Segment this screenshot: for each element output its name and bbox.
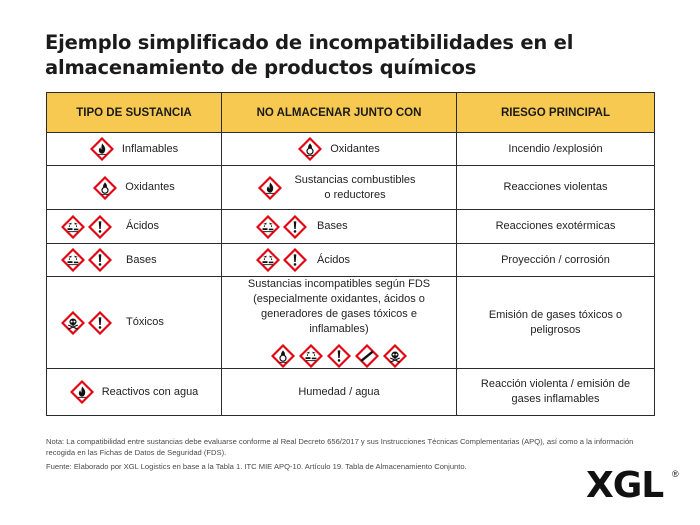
table-row bbox=[47, 244, 655, 277]
table-row bbox=[47, 133, 655, 166]
exclamation-pictogram-icon bbox=[88, 215, 112, 239]
risk-cell bbox=[457, 369, 655, 416]
source-note: Fuente: Elaborado por XGL Logistics en base a la Tabla 1. ITC MIE APQ-10. Artículo 19. Tabla de Almacenamiento Conjunto. bbox=[46, 462, 467, 471]
avoid-cell bbox=[222, 369, 457, 416]
substance-label: Tóxicos bbox=[126, 316, 164, 328]
avoid-label: Humedad / agua bbox=[298, 385, 380, 398]
substance-cell bbox=[47, 277, 222, 369]
risk-cell bbox=[457, 210, 655, 244]
exclamation-pictogram-icon bbox=[283, 248, 307, 272]
risk-label: Reacciones exotérmicas bbox=[495, 220, 616, 232]
substance-cell bbox=[47, 244, 222, 277]
table-header-row bbox=[47, 93, 655, 133]
page-title: Ejemplo simplificado de incompatibilidades en el almacenamiento de productos químicos bbox=[45, 31, 574, 79]
column-header-avoid: NO ALMACENAR JUNTO CON bbox=[222, 93, 457, 133]
flame-pictogram-icon bbox=[90, 137, 114, 161]
substance-cell bbox=[47, 369, 222, 416]
table-row bbox=[47, 369, 655, 416]
risk-label: Reacción violenta / emisión de gases inflamables bbox=[480, 378, 631, 405]
risk-label: Incendio /explosión bbox=[508, 142, 603, 155]
corrosion-pictogram-icon bbox=[256, 215, 280, 239]
avoid-cell bbox=[222, 277, 457, 369]
risk-cell bbox=[457, 133, 655, 166]
oxidizer-bar-pictogram-icon bbox=[355, 344, 379, 368]
substance-label: Reactivos con agua bbox=[101, 385, 199, 398]
avoid-label: Sustancias incompatibles según FDS (especialmente oxidantes, ácidos o generadores de gases tóxicos e inflamables) bbox=[247, 278, 431, 335]
risk-label: Emisión de gases tóxicos o peligrosos bbox=[488, 308, 623, 336]
substance-cell bbox=[47, 166, 222, 210]
incompatibility-table bbox=[46, 92, 655, 416]
risk-cell bbox=[457, 166, 655, 210]
substance-cell bbox=[47, 133, 222, 166]
flame-over-circle-pictogram-icon bbox=[298, 137, 322, 161]
avoid-cell bbox=[222, 133, 457, 166]
substance-cell bbox=[47, 210, 222, 244]
exclamation-pictogram-icon bbox=[88, 248, 112, 272]
avoid-label: Oxidantes bbox=[330, 142, 380, 155]
risk-cell bbox=[457, 244, 655, 277]
avoid-cell bbox=[222, 210, 457, 244]
corrosion-pictogram-icon bbox=[256, 248, 280, 272]
substance-label: Oxidantes bbox=[125, 181, 175, 193]
table-row bbox=[47, 210, 655, 244]
skull-pictogram-icon bbox=[61, 311, 85, 335]
skull-pictogram-icon bbox=[383, 344, 407, 368]
avoid-cell bbox=[222, 166, 457, 210]
exclamation-pictogram-icon bbox=[283, 215, 307, 239]
exclamation-pictogram-icon bbox=[88, 311, 112, 335]
substance-label: Ácidos bbox=[126, 220, 160, 232]
flame-over-circle-pictogram-icon bbox=[271, 344, 295, 368]
flame-pictogram-icon bbox=[70, 380, 94, 404]
corrosion-pictogram-icon bbox=[61, 248, 85, 272]
risk-label: Proyección / corrosión bbox=[501, 253, 610, 266]
column-header-substance: TIPO DE SUSTANCIA bbox=[47, 93, 222, 133]
corrosion-pictogram-icon bbox=[299, 344, 323, 368]
registered-mark: ® bbox=[672, 469, 679, 479]
flame-over-circle-pictogram-icon bbox=[93, 176, 117, 200]
table-row bbox=[47, 277, 655, 369]
avoid-label: Ácidos bbox=[317, 253, 351, 266]
corrosion-pictogram-icon bbox=[61, 215, 85, 239]
table-row bbox=[47, 166, 655, 210]
risk-label: Reacciones violentas bbox=[503, 181, 608, 193]
column-header-risk: RIESGO PRINCIPAL bbox=[457, 93, 655, 133]
substance-label: Inflamables bbox=[121, 142, 179, 155]
footnote: Nota: La compatibilidad entre sustancias debe evaluarse conforme al Real Decreto 656/2017 y sus Instrucciones Técnicas Complementarias (APQ), así como a la información recogida en las Fichas de Datos de Seguridad (FDS). bbox=[46, 437, 634, 457]
avoid-label: Sustancias combustibles o reductores bbox=[294, 173, 416, 201]
avoid-label: Bases bbox=[317, 220, 348, 232]
substance-label: Bases bbox=[126, 253, 157, 266]
xgl-logo: XGL bbox=[586, 465, 664, 506]
exclamation-pictogram-icon bbox=[327, 344, 351, 368]
avoid-cell bbox=[222, 244, 457, 277]
flame-pictogram-icon bbox=[258, 176, 282, 200]
risk-cell bbox=[457, 277, 655, 369]
